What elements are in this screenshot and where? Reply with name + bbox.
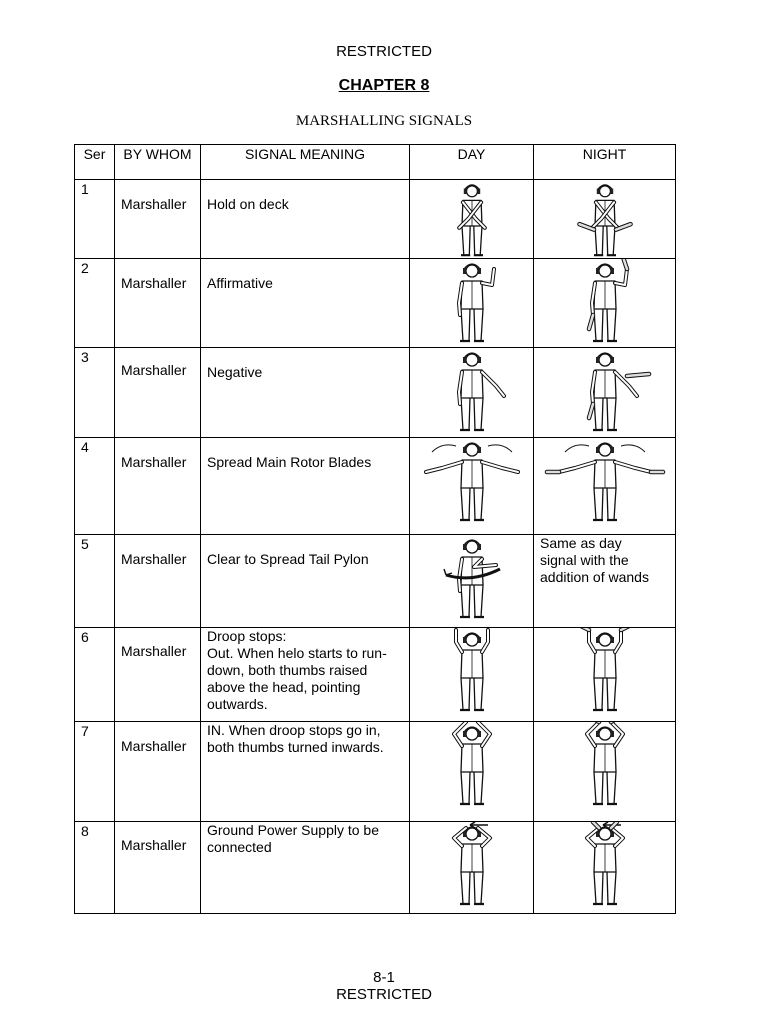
by-whom-text: Marshaller bbox=[121, 738, 187, 754]
cell-signal-meaning bbox=[201, 535, 410, 628]
cell-night-signal bbox=[534, 259, 676, 348]
table-header-row bbox=[75, 145, 676, 180]
table-row bbox=[75, 628, 676, 722]
signal-meaning-text: Droop stops: Out. When helo starts to run-down, both thumbs raised above the head, pointing outwards. bbox=[207, 628, 387, 712]
signal-meaning-text: Clear to Spread Tail Pylon bbox=[207, 551, 369, 567]
cell-ser: 4 bbox=[75, 438, 115, 535]
signal-meaning-text: Ground Power Supply to be connected bbox=[207, 822, 379, 855]
cell-night-signal-text bbox=[534, 535, 676, 628]
cell-night-signal bbox=[534, 722, 676, 822]
cell-by-whom bbox=[115, 348, 201, 438]
table-row bbox=[75, 180, 676, 259]
cell-by-whom bbox=[115, 628, 201, 722]
cell-night-signal bbox=[534, 438, 676, 535]
column-header-ser: Ser bbox=[75, 145, 115, 180]
cell-ser: 3 bbox=[75, 348, 115, 438]
cell-night-signal bbox=[534, 822, 676, 914]
cell-ser: 6 bbox=[75, 628, 115, 722]
by-whom-text: Marshaller bbox=[121, 275, 187, 291]
marshalling-signals-table bbox=[74, 144, 676, 914]
table-row bbox=[75, 535, 676, 628]
page-number: 8-1 bbox=[373, 969, 395, 986]
signal-meaning-text: Spread Main Rotor Blades bbox=[207, 454, 372, 470]
cell-by-whom bbox=[115, 722, 201, 822]
cell-signal-meaning bbox=[201, 348, 410, 438]
cell-signal-meaning bbox=[201, 722, 410, 822]
cell-by-whom bbox=[115, 180, 201, 259]
restricted-marking-bottom: RESTRICTED bbox=[336, 986, 432, 1003]
by-whom-text: Marshaller bbox=[121, 362, 187, 378]
cell-signal-meaning bbox=[201, 180, 410, 259]
night-signal-text: Same as day signal with the addition of wands bbox=[540, 535, 649, 585]
cell-by-whom bbox=[115, 438, 201, 535]
cell-ser: 2 bbox=[75, 259, 115, 348]
by-whom-text: Marshaller bbox=[121, 837, 187, 853]
by-whom-text: Marshaller bbox=[121, 196, 187, 212]
cell-day-signal bbox=[410, 180, 534, 259]
signal-meaning-text: Affirmative bbox=[207, 275, 273, 291]
cell-day-signal bbox=[410, 348, 534, 438]
restricted-marking-top: RESTRICTED bbox=[336, 43, 432, 60]
table-row bbox=[75, 822, 676, 914]
cell-by-whom bbox=[115, 822, 201, 914]
cell-ser: 7 bbox=[75, 722, 115, 822]
cell-by-whom bbox=[115, 259, 201, 348]
cell-signal-meaning bbox=[201, 259, 410, 348]
cell-signal-meaning bbox=[201, 822, 410, 914]
cell-day-signal bbox=[410, 259, 534, 348]
cell-day-signal bbox=[410, 535, 534, 628]
cell-day-signal bbox=[410, 822, 534, 914]
cell-signal-meaning bbox=[201, 438, 410, 535]
by-whom-text: Marshaller bbox=[121, 454, 187, 470]
table-row bbox=[75, 259, 676, 348]
cell-signal-meaning bbox=[201, 628, 410, 722]
by-whom-text: Marshaller bbox=[121, 643, 187, 659]
signal-meaning-text: IN. When droop stops go in, both thumbs turned inwards. bbox=[207, 722, 384, 755]
cell-by-whom bbox=[115, 535, 201, 628]
column-header-day: DAY bbox=[410, 145, 534, 180]
signal-meaning-text: Negative bbox=[207, 364, 263, 380]
column-header-night: NIGHT bbox=[534, 145, 676, 180]
cell-night-signal bbox=[534, 180, 676, 259]
cell-day-signal bbox=[410, 438, 534, 535]
by-whom-text: Marshaller bbox=[121, 551, 187, 567]
cell-night-signal bbox=[534, 348, 676, 438]
column-header-signal-meaning: SIGNAL MEANING bbox=[201, 145, 410, 180]
table-row bbox=[75, 348, 676, 438]
cell-day-signal bbox=[410, 722, 534, 822]
table-row bbox=[75, 438, 676, 535]
chapter-title: CHAPTER 8 bbox=[338, 77, 430, 94]
page-subtitle: MARSHALLING SIGNALS bbox=[295, 113, 473, 129]
cell-day-signal bbox=[410, 628, 534, 722]
cell-ser: 5 bbox=[75, 535, 115, 628]
column-header-by-whom: BY WHOM bbox=[115, 145, 201, 180]
cell-night-signal bbox=[534, 628, 676, 722]
signal-meaning-text: Hold on deck bbox=[207, 196, 289, 212]
table-row bbox=[75, 722, 676, 822]
cell-ser: 8 bbox=[75, 822, 115, 914]
cell-ser: 1 bbox=[75, 180, 115, 259]
